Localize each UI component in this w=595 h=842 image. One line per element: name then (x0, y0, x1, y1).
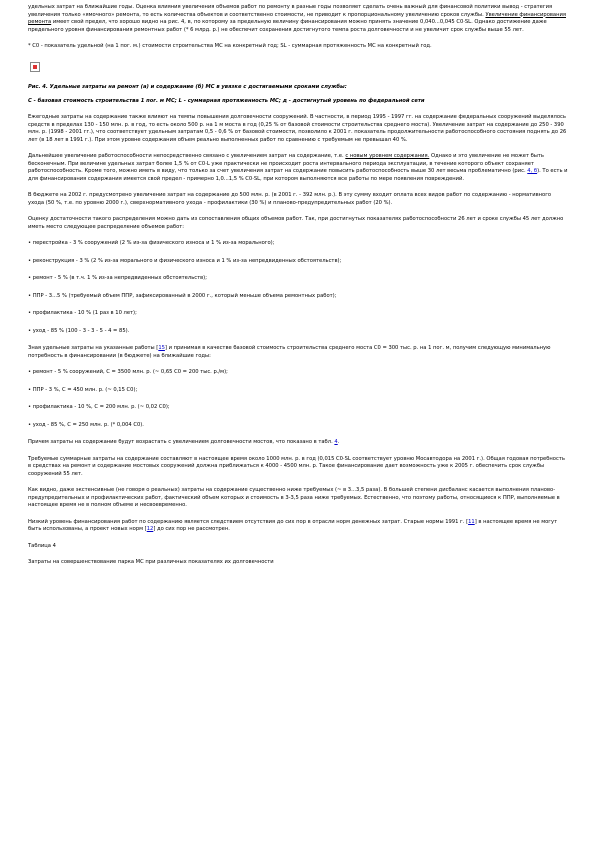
list-item: • ремонт - 5 % (в т.ч. 1 % из-за непредвиденных обстоятельств); (28, 275, 207, 281)
reference-link[interactable]: 15 (158, 345, 165, 351)
paragraph-repair-limits (28, 4, 568, 34)
table-title: Затраты на совершенствование парка МС при различных показателях их долговечности (28, 559, 274, 565)
list-item: • ППР - 3...5 % (требуемый объем ППР, зафиксированный в 2000 г., который меньше объема ремонтных работ); (28, 292, 337, 299)
list-item: • реконструкция - 3 % (2 % из-за морального и физического износа и 1 % из-за непредвиденных обстоятельств); (28, 257, 342, 264)
list-item: • ремонт - 5 % сооружений, С = 3500 млн. р. (~ 0,65 С0 = 200 тыс. р./м); (28, 369, 228, 375)
list-item: • ППР - 3 %, С = 450 млн. р. (~ 0,15 С0); (28, 386, 138, 393)
figure-caption-legend: С - базовая стоимость строительства 1 пог. м МС; L - суммарная протяженность МС; д - достигнутый уровень по федеральной сети (28, 97, 425, 104)
list-item: • перестройка - 3 % сооружений (2 % из-за физического износа и 1 % из-за морального); (28, 240, 275, 246)
text-segment: имеет свой предел, что хорошо видно на рис. 4, в, по которому за предельную величину финансирования можно принять значение 0,040...0,045 С0·SL. Однако достижение даже предельного уровня финансирования ремонтных работ (* 6 млрд. р.) не обеспечит сохранения достигнутого темпа роста долговечности и не увеличит срок службы выше 55 лет. (28, 19, 547, 33)
paragraph-imbalance: Как видно, даже экстенсивные (не говоря о реальных) затраты на содержание существенно ниже требуемых (~ в 3...3,5 раза). В большей степени дисбаланс касается выполнения планово-предупредительных и профилактических работ, фактический объем которых и стоимость в 3-3,5 раза ниже требуемых. Естественно, что поэтому работы, относящиеся к ППР, выполняемые в настоящее время не в полном объеме и несвоевременно. (28, 487, 560, 508)
figure-link[interactable]: 4, б (527, 168, 538, 174)
paragraph-maintenance-costs: Ежегодные затраты на содержание также влияют на темпы повышения долговечности сооружений. В частности, в период 1995 - 1997 гг. на содержание федеральных сооружений выделялось средств в пределах 130 - 150 млн. р. в год, то есть около 500 р. на 1 м моста в год (0,25 % от базовой стоимости строительства среднего моста). Увеличение затрат на содержание до 250 - 390 млн. р. (1998 - 2001 гг.), что соответствует удельным затратам 0,5 - 0,6 % от базовой стоимости, позволило к 2001 г. показатель продолжительности работоспособного состояния поднять до 26 лет (в 18 лет в 1991 г.). При этом уровне содержания объем реально выполненных работ по сравнению с требуемым не превышал 40 %. (28, 114, 567, 143)
funding-needs-list (28, 369, 568, 429)
paragraph-budget-2002: В бюджете на 2002 г. предусмотрено увеличение затрат на содержание до 500 млн. р. (в 2001 г. - 392 млн. р.). В эту сумму входит оплата всех видов работ по содержанию - нормативного ухода (50 %, т.е. по уровню 2000 г.), сверхнормативного ухода - профилактики (30 %) и планово-предупредительных работ (20 %). (28, 192, 552, 206)
reference-link[interactable]: 12 (146, 526, 154, 532)
document-page (28, 4, 568, 576)
table-link[interactable]: 4 (334, 439, 338, 445)
reference-link[interactable]: 11 (468, 518, 475, 525)
list-item: • уход - 85 %, С = 250 млн. р. (* 0,004 С0). (28, 421, 144, 428)
text-segment: Однако и это увеличение не может быть бесконечным. При величине удельных затрат более 1,5 % от С0·L уже практически не происходит роста интервального периода эксплуатации, в течение которого объект сохраняет работоспособность. Кроме того, можно иметь в виду, что только за счет увеличения затрат на содержание повысить работоспособность выше 30 лет весьма проблематично (рис. (28, 153, 544, 174)
text-segment: ] в настоящее время не могут быть использованы, а проект новых норм [ (28, 518, 558, 532)
paragraph-table-reference (28, 439, 568, 447)
text-segment: ] и принимая в качестве базовой стоимость строительства среднего моста С0 = 300 тыс. р. на 1 пог. м, получим следующую минимальную потребность в финансировании (в бюджете) на ближайшие годы: (28, 345, 551, 359)
text-segment: . (337, 439, 340, 445)
paragraph-distribution: Оценку достаточности такого распределения можно дать из сопоставления общих объемов работ. Так, при достигнутых показателях работоспособности 26 лет и сроке службы 45 лет должно иметь место следующее распределение объемов работ: (28, 216, 564, 230)
footnote: * С0 - показатель удельной (на 1 пог. м.) стоимости строительства МС на конкретный год; SL - суммарная протяженность МС на конкретный год. (28, 43, 432, 49)
table-label: Таблица 4 (28, 542, 56, 549)
paragraph-total-costs: Требуемые суммарные затраты на содержание составляют в настоящее время около 1000 млн. р. в год (0,015 С0·SL соответствует уровню Мосавтодора на 2001 г.). Общая годовая потребность в средствах на ремонт и содержание мостовых сооружений должна приближаться к 4000 - 4500 млн. р. Такое финансирование дает возможность уже к 2005 г. обеспечить срок службы сооружений 55 лет. (28, 455, 565, 477)
underlined-phrase: Увеличение финансирования ремонта (28, 11, 566, 25)
underlined-phrase: с новым уровнем содержания. (345, 153, 430, 159)
text-segment: Зная удельные затраты на указанные работы [ (28, 345, 159, 351)
figure-caption: Рис. 4. Удельные затраты на ремонт (а) и содержание (б) МС в увязке с достигаемыми сроками службы: (28, 84, 347, 90)
broken-image-icon (30, 62, 40, 72)
text-segment: Причем затраты на содержание будут возрастать с увеличением долговечности мостов, что показано в табл. (28, 439, 333, 445)
list-item: • уход - 85 % (100 - 3 - 3 - 5 - 4 = 85). (28, 327, 130, 334)
list-item: • профилактика - 10 % (1 раз в 10 лет); (28, 310, 137, 316)
paragraph-unit-costs (28, 345, 568, 360)
text-segment: удельных затрат на ближайшие годы. Оценка влияния увеличения объемов работ по ремонту в разные годы позволяет сделать очень важный для финансовой политики вывод - стратегия увеличения только «ямочного» ремонта, то есть количества объектов и соответственно стоимости, не приводит к пропорциональному увеличению сроков службы. (28, 4, 553, 18)
paragraph-norms (28, 519, 568, 534)
list-item: • профилактика - 10 %, С = 200 млн. р. (~ 0,02 С0); (28, 404, 170, 410)
work-distribution-list (28, 240, 568, 335)
text-segment: Низкий уровень финансирования работ по содержанию является следствием отсутствия до сих пор в отрасли норм денежных затрат. Старые нормы 1991 г. [ (28, 518, 469, 525)
text-segment: Дальнейшее увеличение работоспособности непосредственно связано с увеличением затрат на содержание, т.е. (28, 153, 344, 159)
text-segment: ). То есть и для финансирования содержания имеется свой предел - примерно 1,0...1,5 % С0·SL, при котором выполняются все работы по мере появления повреждений. (28, 168, 568, 182)
text-segment: ] до сих пор не рассмотрен. (153, 526, 230, 532)
paragraph-maintenance-level (28, 153, 568, 183)
